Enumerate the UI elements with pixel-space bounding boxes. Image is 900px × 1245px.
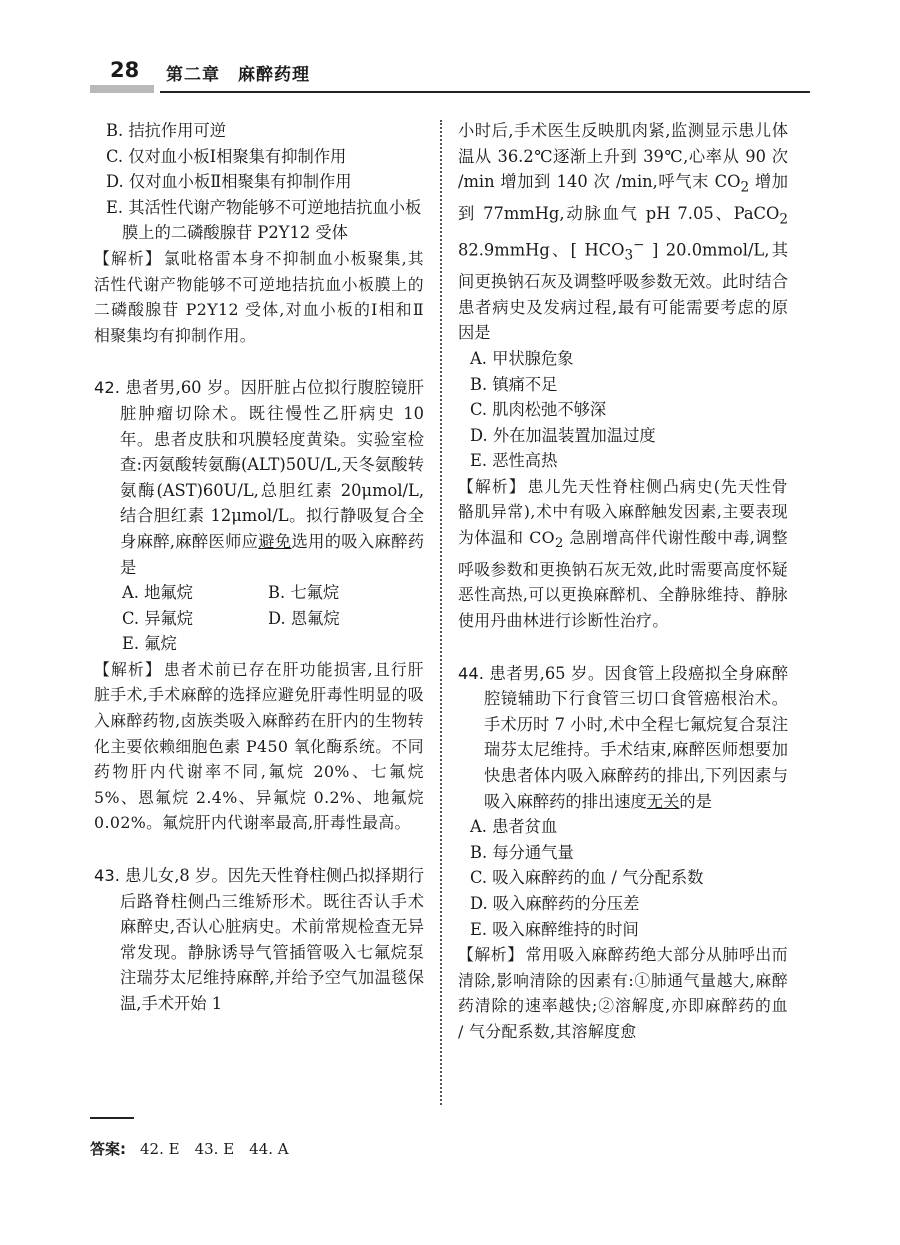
q43-cont-text-d: ] 20.0mmol/L,其间更换钠石灰及调整呼吸参数无效。此时结合患者病史及发病过程,最有可能需要考虑的原因是	[458, 240, 788, 343]
right-column	[458, 118, 788, 1045]
page-number: 28	[110, 58, 140, 82]
q42-analysis-text: 患者术前已存在肝功能损害,且行肝脏手术,手术麻醉的选择应避免肝毒性明显的吸入麻醉药物,卤族类吸入麻醉药在肝内的生物转化主要依赖细胞色素 P450 氧化酶系统。不同药物肝内代谢率不同,氟烷 20%、七氟烷 5%、恩氟烷 2.4%、异氟烷 0.2%、地氟烷 0.02%。氟烷肝内代谢率最高,肝毒性最高。	[94, 659, 425, 833]
analysis-tag: 【解析】	[458, 945, 524, 965]
q44-number: 44.	[458, 663, 484, 683]
q42-stem	[94, 375, 424, 580]
subscript: 2	[779, 211, 788, 228]
q41-analysis-text: 氯吡格雷本身不抑制血小板聚集,其活性代谢产物能够不可逆地拮抗血小板膜上的二磷酸腺苷 P2Y12 受体,对血小板的Ⅰ相和Ⅱ相聚集均有抑制作用。	[94, 248, 425, 345]
column-divider	[440, 120, 442, 1105]
q42-analysis	[94, 657, 424, 836]
q42-option-d: D. 恩氟烷	[268, 608, 340, 628]
q41-option-e: E. 其活性代谢产物能够不可逆地拮抗血小板膜上的二磷酸腺苷 P2Y12 受体	[106, 197, 422, 243]
q43-stem-continued	[458, 118, 788, 346]
q44-option-c: C. 吸入麻醉药的血 / 气分配系数	[470, 868, 704, 888]
analysis-tag: 【解析】	[458, 476, 526, 496]
analysis-tag: 【解析】	[94, 248, 162, 268]
q43-option-a: A. 甲状腺危象	[470, 348, 574, 368]
q44-option-e: E. 吸入麻醉维持的时间	[470, 919, 639, 939]
q41-option-b: B. 拮抗作用可逆	[106, 121, 227, 140]
q42-number: 42.	[94, 378, 120, 398]
q42-stem-text: 患者男,60 岁。因肝脏占位拟行腹腔镜肝脏肿瘤切除术。既往慢性乙肝病史 10 年。患者皮肤和巩膜轻度黄染。实验室检查:丙氨酸转氨酶(ALT)50U/L,天冬氨酸转氨酶(AST)60U/L,总胆红素 20μmol/L,结合胆红素 12μmol/L。拟行静吸复合全身麻醉,麻醉医师应	[120, 378, 424, 551]
q41-analysis	[94, 246, 424, 348]
q41-option-d: D. 仅对血小板Ⅱ相聚集有抑制作用	[106, 172, 352, 192]
q42-option-a: A. 地氟烷	[122, 583, 193, 603]
q44-stem	[458, 661, 788, 815]
analysis-tag: 【解析】	[94, 659, 162, 679]
q42-stem-end: 选用的吸入麻醉药是	[120, 531, 424, 577]
q42-options-row-3	[94, 631, 424, 657]
q43-option-d: D. 外在加温装置加温过度	[470, 425, 656, 445]
q42-options-row-2	[94, 606, 424, 632]
superscript: −	[633, 236, 645, 253]
q43-option-c: C. 肌肉松弛不够深	[470, 400, 607, 420]
subscript: 2	[555, 536, 564, 552]
q43-cont-text-a: 小时后,手术医生反映肌肉紧,监测显示患儿体温从 36.2℃逐渐上升到 39℃,心率从 90 次 /min 增加到 140 次 /min,呼气末 CO	[458, 121, 788, 192]
header-rule	[160, 91, 810, 93]
q43-cont-text-b: 增加到 77mmHg,动脉血气 pH 7.05、PaCO	[458, 172, 788, 224]
q44-option-d: D. 吸入麻醉药的分压差	[470, 893, 640, 913]
q43-analysis	[458, 474, 788, 634]
q43-cont-text-c: 82.9mmHg、[ HCO	[458, 240, 625, 260]
q42-options-row-1	[94, 580, 424, 606]
q42-option-e: E. 氟烷	[122, 634, 177, 654]
q43-option-b: B. 镇痛不足	[470, 374, 558, 394]
q42-emphasis: 避免	[258, 531, 292, 551]
q43-number: 43.	[94, 866, 120, 886]
q43-option-e: E. 恶性高热	[470, 451, 558, 471]
answer-key	[90, 1138, 289, 1159]
header-accent-bar	[90, 85, 154, 93]
chapter-title: 第二章 麻醉药理	[166, 65, 310, 85]
subscript: 2	[740, 179, 750, 196]
q42-option-b: B. 七氟烷	[268, 583, 340, 603]
page-header	[0, 0, 900, 100]
q44-analysis	[458, 942, 788, 1044]
q44-option-a: A. 患者贫血	[470, 817, 558, 837]
q44-emphasis: 无关	[646, 791, 680, 811]
left-column	[94, 118, 424, 1017]
footer-rule	[90, 1117, 134, 1119]
q41-option-c: C. 仅对血小板Ⅰ相聚集有抑制作用	[106, 146, 347, 166]
answer-key-label: 答案:	[90, 1140, 126, 1158]
q42-option-c: C. 异氟烷	[122, 608, 194, 628]
q44-stem-end: 的是	[679, 791, 712, 811]
q43-analysis-text-a: 患儿先天性脊柱侧凸病史(先天性骨骼肌异常),术中有吸入麻醉触发因素,主要表现为体温和 CO	[458, 476, 788, 548]
q43-stem-text: 患儿女,8 岁。因先天性脊柱侧凸拟择期行后路脊柱侧凸三维矫形术。既往否认手术麻醉史,否认心脏病史。术前常规检查无异常发现。静脉诱导气管插管吸入七氟烷泵注瑞芬太尼维持麻醉,并给予空气加温毯保温,手术开始 1	[120, 866, 424, 1013]
q43-stem	[94, 863, 424, 1017]
q44-analysis-text: 常用吸入麻醉药绝大部分从肺呼出而清除,影响清除的因素有:①肺通气量越大,麻醉药清除的速率越快;②溶解度,亦即麻醉药的血 / 气分配系数,其溶解度愈	[458, 945, 788, 1041]
subscript: 3	[624, 247, 634, 264]
q43-analysis-text-b: 急剧增高伴代谢性酸中毒,调整呼吸参数和更换钠石灰无效,此时需要高度怀疑恶性高热,可以更换麻醉机、全静脉维持、静脉使用丹曲林进行诊断性治疗。	[458, 528, 789, 631]
q44-stem-text: 患者男,65 岁。因食管上段癌拟全身麻醉腔镜辅助下行食管三切口食管癌根治术。手术历时 7 小时,术中全程七氟烷复合泵注瑞芬太尼维持。手术结束,麻醉医师想要加快患者体内吸入麻醉药的排出,下列因素与吸入麻醉药的排出速度	[484, 663, 788, 811]
q44-option-b: B. 每分通气量	[470, 842, 574, 862]
answer-key-values: 42. E 43. E 44. A	[140, 1140, 289, 1158]
